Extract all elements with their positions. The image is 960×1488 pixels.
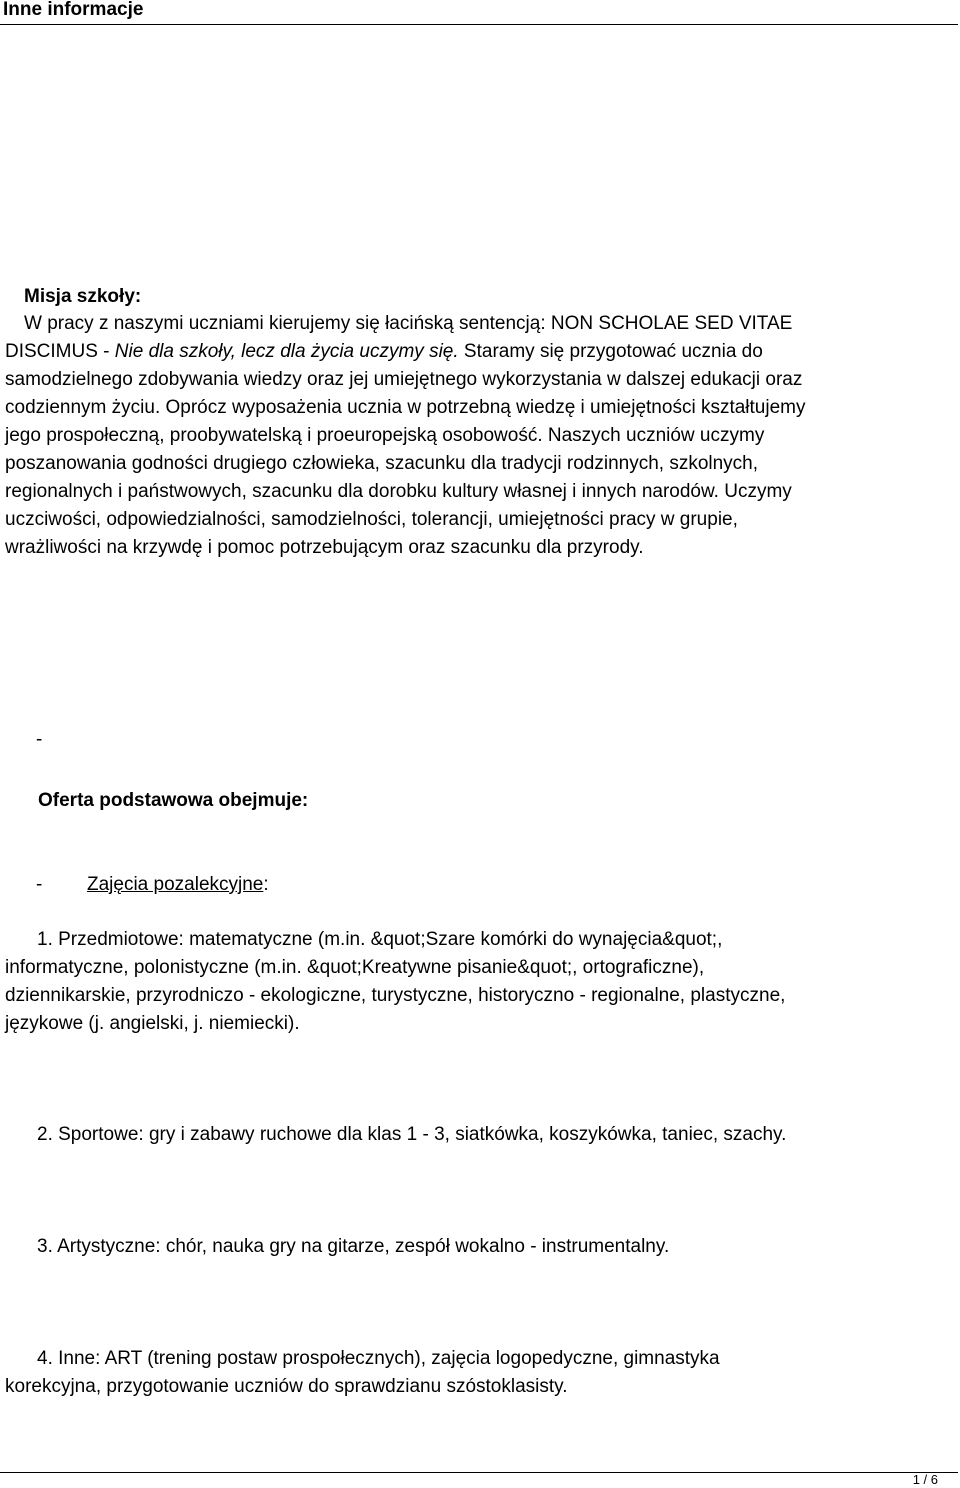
page-number: 1 / 6 [912, 1472, 938, 1487]
offer-item-line: korekcyjna, przygotowanie uczniów do sprawdzianu szóstoklasisty. [5, 1376, 568, 1397]
mission-line: W pracy z naszymi uczniami kierujemy się łacińską sentencją: NON SCHOLAE SED VITAE [24, 313, 793, 334]
latin-translation: Nie dla szkoły, lecz dla życia uczymy się. [114, 341, 459, 362]
offer-item-sport [5, 1121, 955, 1149]
extracurricular-label-wrap [87, 871, 269, 899]
offer-heading: Oferta podstawowa obejmuje: [38, 790, 309, 811]
mission-line: jego prospołeczną, proobywatelską i proeuropejską osobowość. Naszych uczniów uczymy [5, 425, 765, 446]
offer-item-artistic [5, 1233, 955, 1261]
offer-dash: - [36, 729, 43, 750]
extracurricular-dash: - [36, 874, 43, 895]
mission-paragraph [5, 310, 955, 562]
mission-line: codziennym życiu. Oprócz wyposażenia ucznia w potrzebną wiedzę i umiejętności kształtujemy [5, 397, 806, 418]
mission-heading: Misja szkoły: [24, 286, 142, 307]
offer-item-line: 3. Artystyczne: chór, nauka gry na gitarze, zespół wokalno - instrumentalny. [37, 1236, 670, 1257]
offer-item-line: dziennikarskie, przyrodniczo - ekologiczne, turystyczne, historyczno - regionalne, plastyczne, [5, 985, 786, 1006]
mission-line: regionalnych i państwowych, szacunku dla dorobku kultury własnej i innych narodów. Uczymy [5, 481, 792, 502]
page-header [0, 0, 958, 25]
offer-item-other [5, 1345, 955, 1401]
offer-item-subject [5, 926, 955, 1038]
offer-item-line: językowe (j. angielski, j. niemiecki). [5, 1013, 300, 1034]
extracurricular-label: Zajęcia pozalekcyjne [87, 874, 264, 895]
mission-line: poszanowania godności drugiego człowieka, szacunku dla tradycji rodzinnych, szkolnych, [5, 453, 759, 474]
offer-item-line: informatyczne, polonistyczne (m.in. &quot;Kreatywne pisanie&quot;, ortograficzne), [5, 957, 705, 978]
offer-item-line: 4. Inne: ART (trening postaw prospołecznych), zajęcia logopedyczne, gimnastyka [37, 1348, 720, 1369]
offer-item-line: 2. Sportowe: gry i zabawy ruchowe dla klas 1 - 3, siatkówka, koszykówka, taniec, szachy. [37, 1124, 787, 1145]
mission-line: uczciwości, odpowiedzialności, samodzielności, tolerancji, umiejętności pracy w grupie, [5, 509, 738, 530]
page-title: Inne informacje [3, 0, 144, 20]
mission-line: samodzielnego zdobywania wiedzy oraz jej umiejętnego wykorzystania w dalszej edukacji oraz [5, 369, 803, 390]
footer-rule [0, 1472, 958, 1473]
offer-item-line: 1. Przedmiotowe: matematyczne (m.in. &quot;Szare komórki do wynajęcia&quot;, [37, 929, 723, 950]
mission-line: wrażliwości na krzywdę i pomoc potrzebującym oraz szacunku dla przyrody. [5, 537, 644, 558]
mission-line: DISCIMUS - Nie dla szkoły, lecz dla życia uczymy się. Staramy się przygotować ucznia do [5, 341, 763, 362]
extracurricular-colon: : [263, 874, 269, 895]
